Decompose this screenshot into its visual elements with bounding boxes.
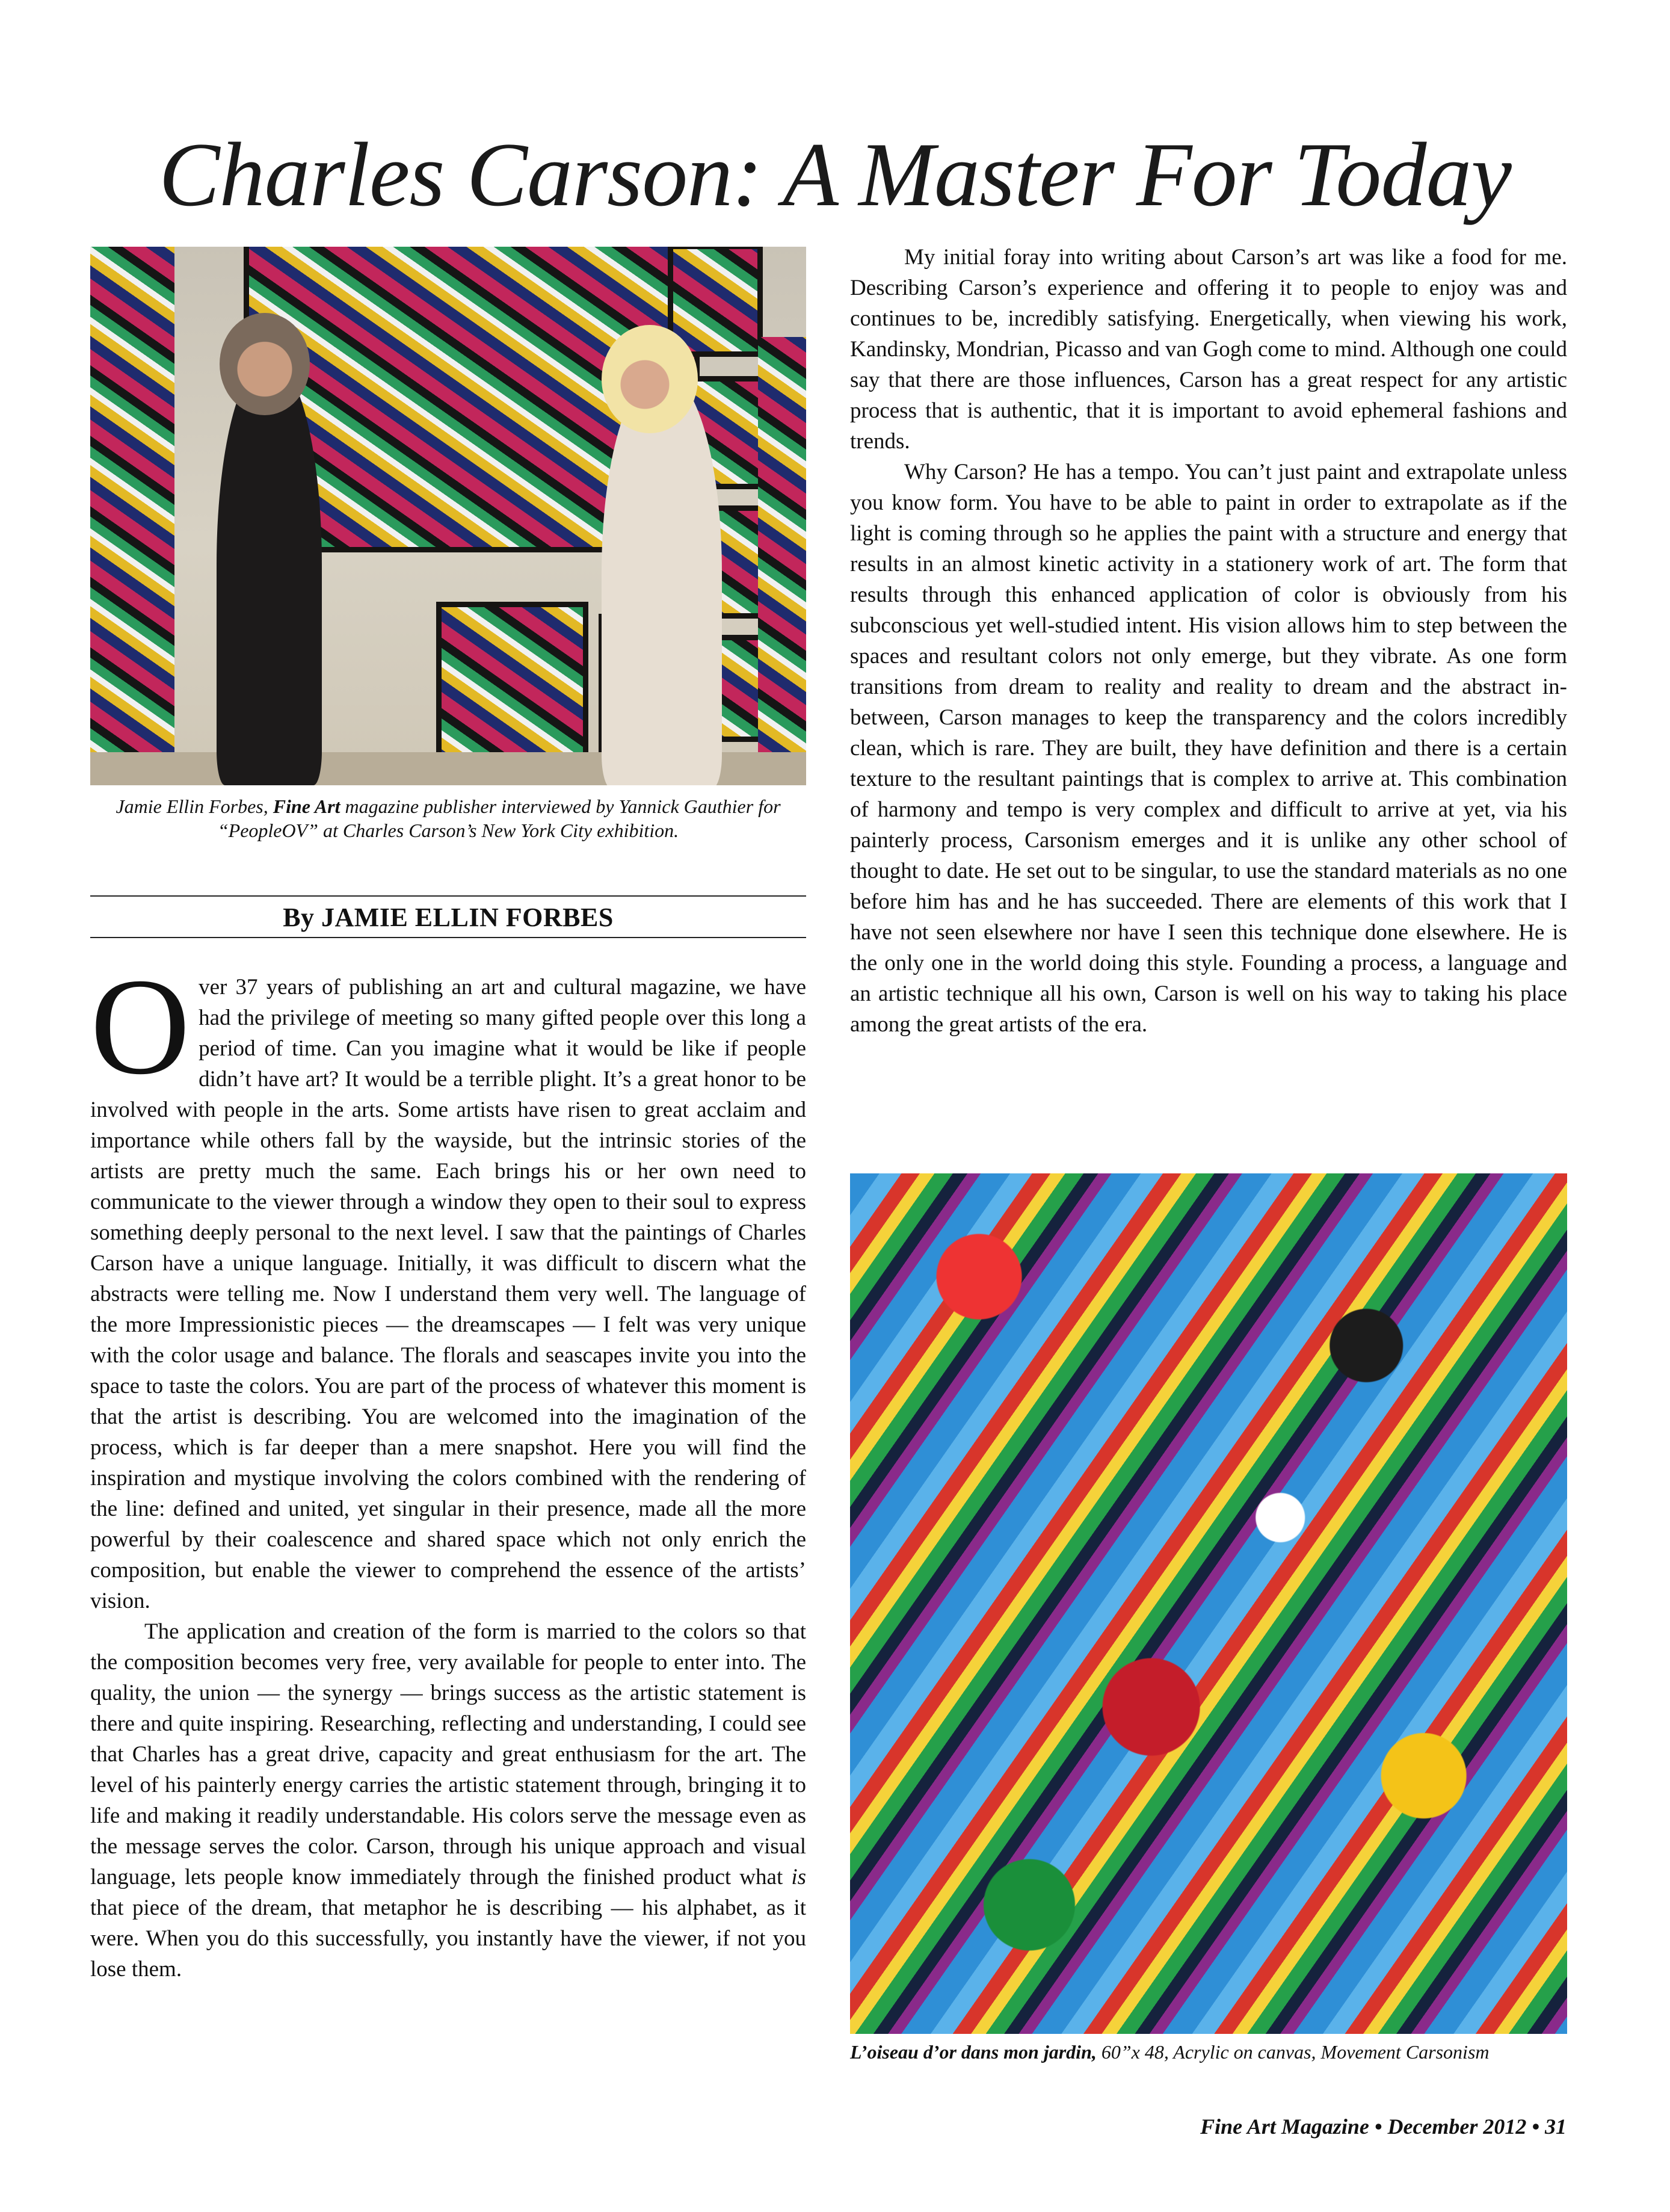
exhibition-photo: [90, 247, 806, 785]
painting-title: L’oiseau d’or dans mon jardin,: [850, 2041, 1097, 2063]
page-footer: Fine Art Magazine • December 2012 • 31: [1200, 2115, 1567, 2139]
emphasis: is: [791, 1865, 806, 1889]
photo-caption-text: Jamie Ellin Forbes,: [116, 796, 273, 817]
paragraph: [90, 1616, 806, 1985]
paragraph: Why Carson? He has a tempo. You can’t just paint and extrapolate unless you know form. You have to be able to paint in order to extrapolate as if the light is coming through so he applies the paint with a structure and energy that results in an almost kinetic activity in a stationery work of art. The form that results through this enhanced application of color is obviously from his subconscious yet well-studied intent. His vision allows him to step between the spaces and resultant colors not only emerge, but they vibrate. As one form transitions from dream to reality and reality to dream and the abstract in-between, Carson manages to keep the transparency and the colors incredibly clean, which is rare. They are built, they have definition and there is a certain texture to the resultant paintings that is complex to arrive at. This combination of harmony and tempo is very complex and difficult to arrive at yet, via his painterly process, Carsonism emerges and it is unlike any other school of thought to date. He set out to be singular, to use the standard materials as no one before him has and he has succeeded. There are elements of this work that I have not seen elsewhere nor have I seen this technique done elsewhere. He is the only one in the world doing this style. Founding a process, a language and an artistic technique all his own, Carson is well on his way to taking his place among the great artists of the era.: [850, 460, 1567, 1037]
paragraph-text: ver 37 years of publishing an art and cultural magazine, we have had the privilege of meeting so many gifted people over this long a period of time. Can you imagine what it would be like if people didn’t have art? It would be a terrible plight. It’s a great honor to be involved with people in the arts. Some artists have risen to great acclaim and importance while others fall by the wayside, but the intrinsic stories of the artists are pretty much the same. Each brings his or her own need to communicate to the viewer through a window they open to their soul to express something deeply personal to the next level. I saw that the paintings of Charles Carson have a unique language. Initially, it was difficult to discern what the abstracts were telling me. Now I understand them very well. The language of the more Impressionistic pieces — the dreamscapes — I felt was very unique with the color usage and balance. The florals and seascapes invite you into the space to taste the colors. You are part of the process of whatever this moment is that the artist is describing. You are welcomed into the imagination of the process, which is far deeper than a mere snapshot. Here you will find the inspiration and mystique involving the colors combined with the rendering of the line: defined and united, yet singular in their presence, made all the more powerful by their coalescence and shared space which not only enrich the composition, but enable the viewer to comprehend the essence of the artists’ vision.: [90, 975, 806, 1613]
right-column: [850, 242, 1567, 1040]
painting-image: [850, 1173, 1567, 2034]
photo-caption: [90, 794, 806, 842]
photo-caption-text-rest: magazine publisher interviewed by Yannick Gauthier for “PeopleOV” at Charles Carson’s New York City exhibition.: [217, 796, 781, 841]
page-title: Charles Carson: A Master For Today: [159, 124, 1511, 225]
left-column: [90, 950, 806, 1985]
paragraph-text-end: that piece of the dream, that metaphor he is describing — his alphabet, as it were. When you do this successfully, you instantly have the viewer, if not you lose them.: [90, 1895, 806, 1982]
byline-rule-bottom: [90, 937, 806, 938]
paragraph-text: The application and creation of the form is married to the colors so that the composition becomes very free, very available for people to enter into. The quality, the union — the synergy — brings success as the artistic statement is there and quite inspiring. Researching, reflecting and understanding, I could see that Charles has a great drive, capacity and great enthusiasm for the art. The level of his painterly energy carries the artistic statement through, bringing it to life and making it readily understandable. His colors serve the message even as the message serves the color. Carson, through his unique approach and visual language, lets people know immediately through the finished product what: [90, 1619, 806, 1889]
paragraph: My initial foray into writing about Carson’s art was like a food for me. Describing Carson’s experience and offering it to people to enjoy was and continues to be, incredibly satisfying. Energetically, when viewing his work, Kandinsky, Mondrian, Picasso and van Gogh come to mind. Although one could say that there are those influences, Carson has a great respect for any artistic process that is authentic, that it is important to avoid ephemeral fashions and trends.: [850, 245, 1567, 454]
painting-details: 60”x 48, Acrylic on canvas, Movement Carsonism: [1096, 2041, 1490, 2063]
drop-cap: O: [90, 950, 191, 1103]
painting-caption: [850, 2040, 1567, 2064]
photo-caption-magazine: Fine Art: [273, 796, 340, 817]
byline-rule-top: [90, 895, 806, 897]
paragraph: [90, 950, 806, 1616]
byline: By JAMIE ELLIN FORBES: [283, 903, 614, 932]
